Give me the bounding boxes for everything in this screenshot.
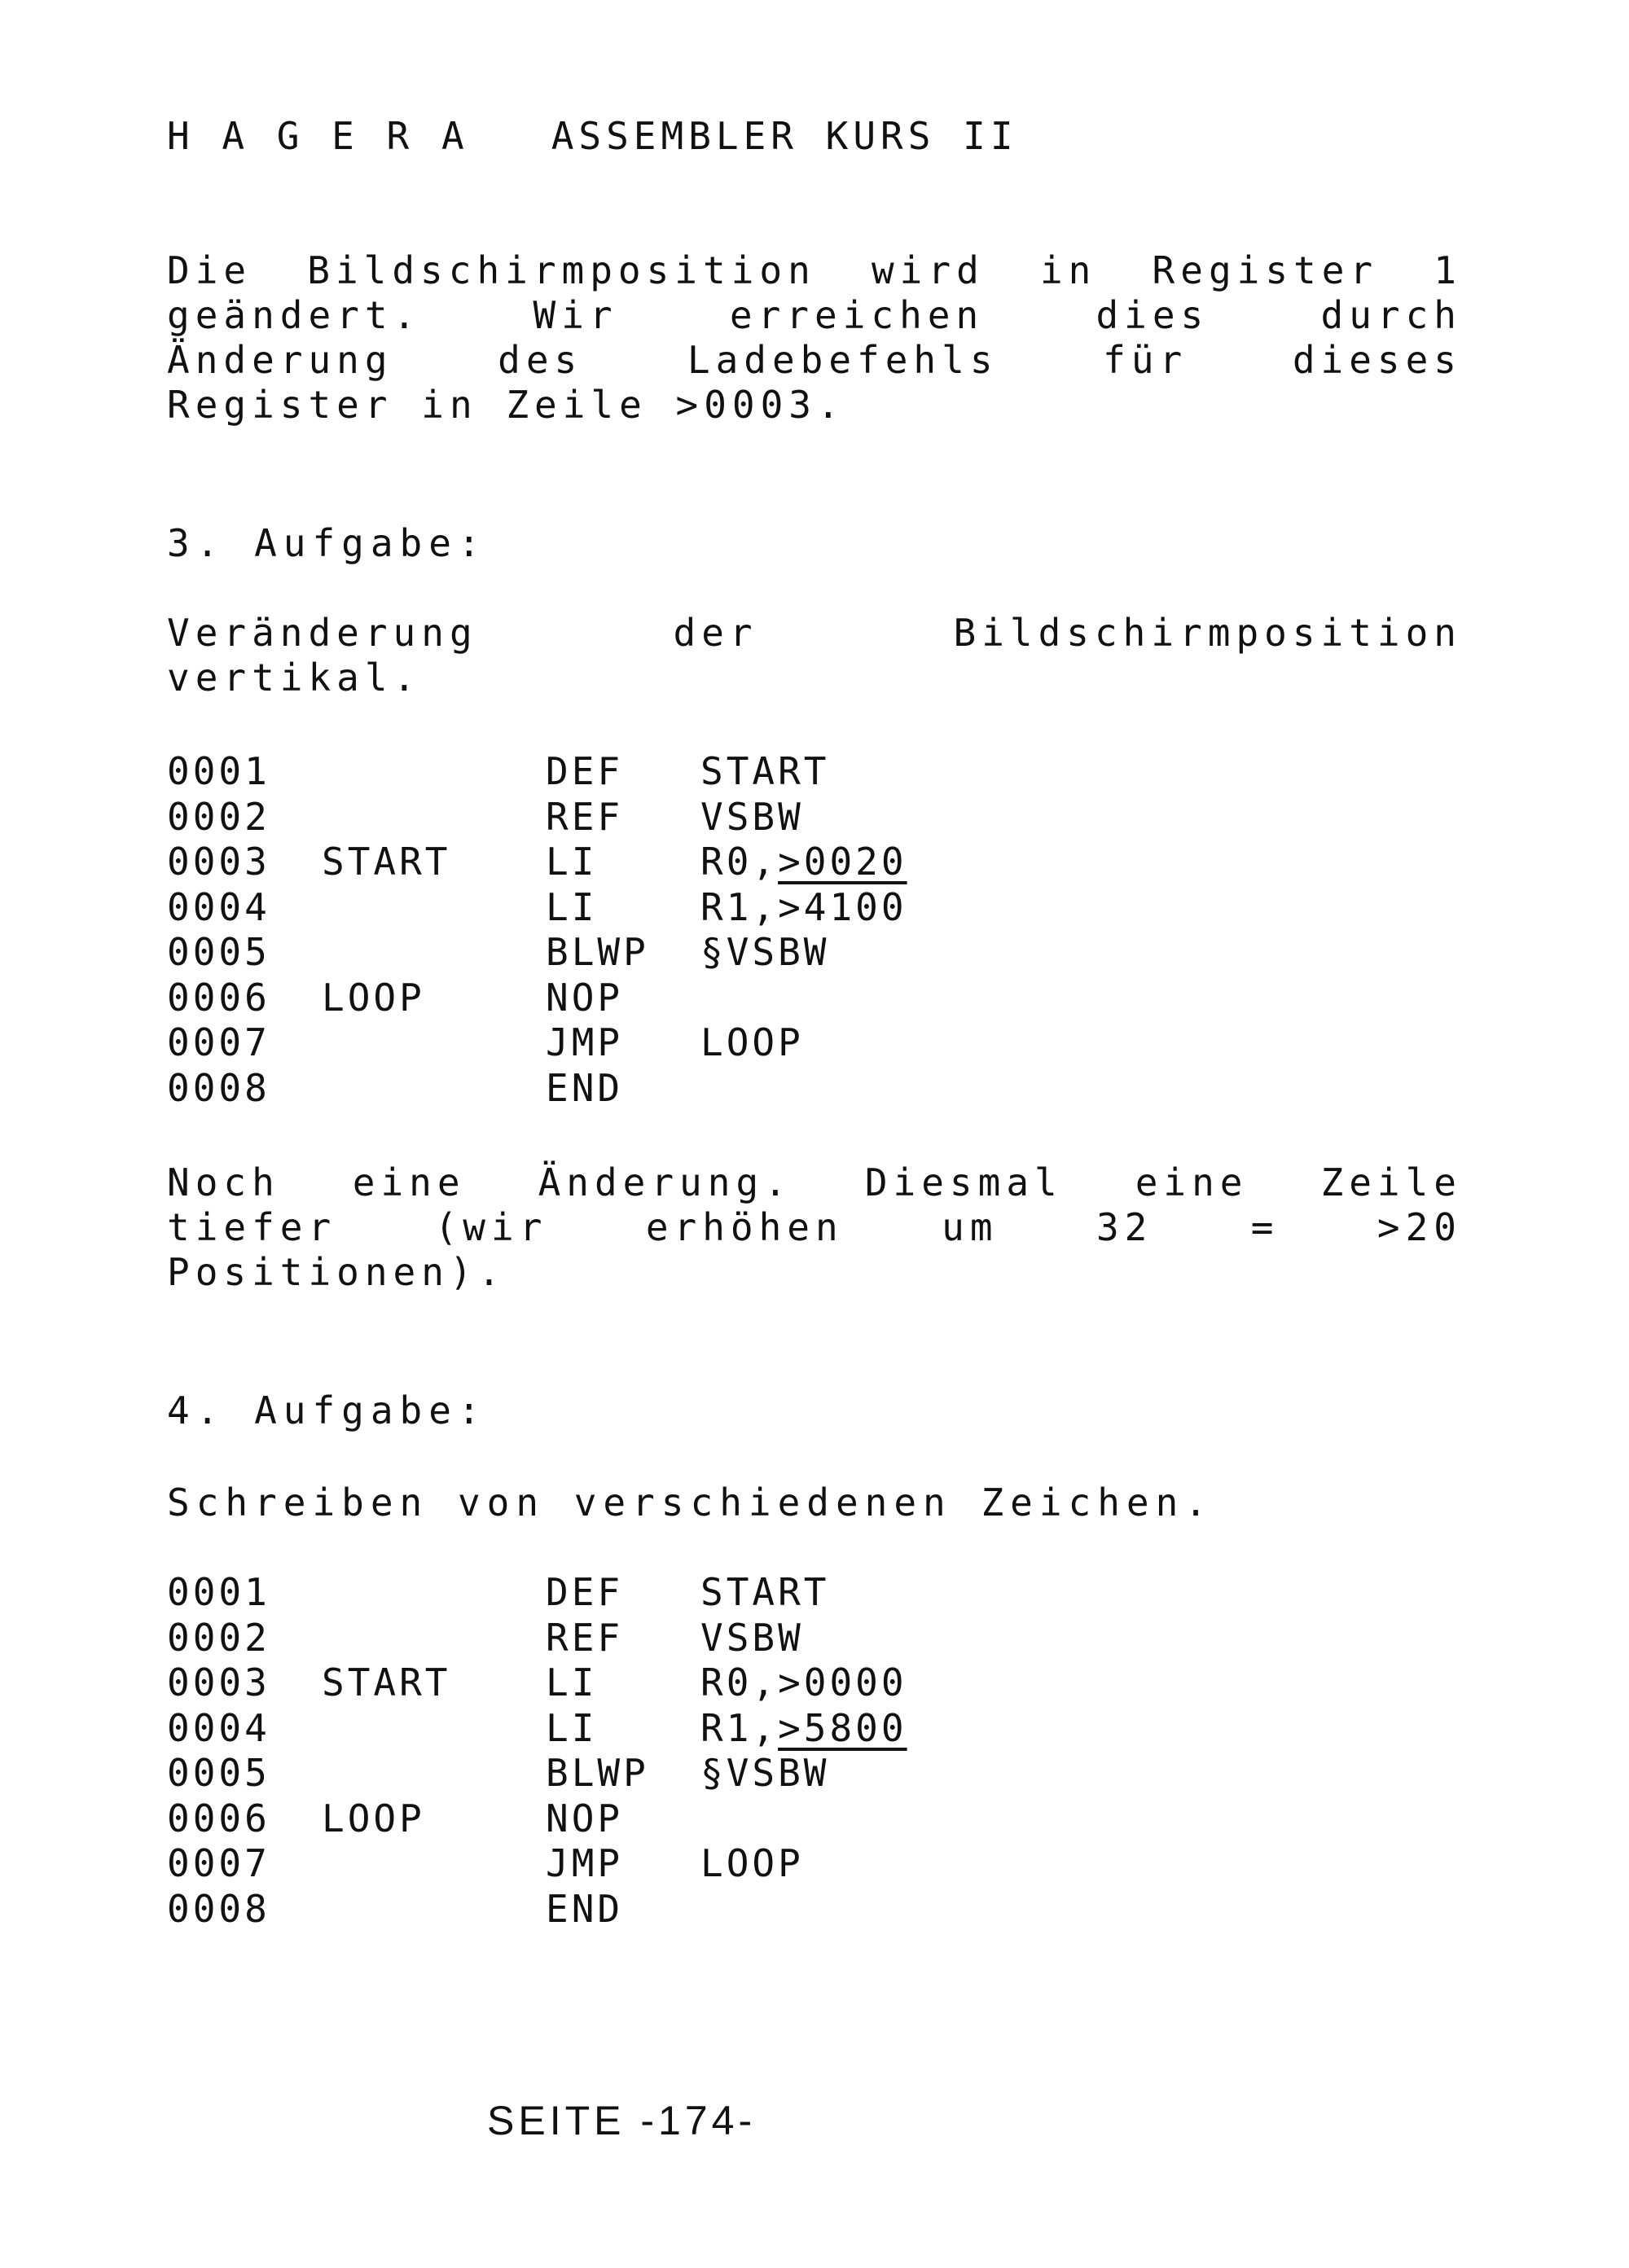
operand-text: R0,>0000: [700, 1660, 907, 1704]
line-number: 0004: [167, 1705, 270, 1750]
task4-heading: 4. Aufgabe:: [167, 1388, 487, 1432]
opcode: END: [546, 1065, 624, 1110]
opcode: LI: [546, 1705, 598, 1750]
underlined-value: >5800: [778, 1705, 907, 1750]
operand-text: R0,: [700, 840, 779, 884]
code-line: [167, 795, 981, 840]
line-number: 0006: [167, 975, 270, 1020]
operand-text: LOOP: [700, 1841, 804, 1885]
operand: [700, 795, 804, 839]
task3-description-line: vertikal.: [167, 656, 422, 700]
line-number: 0003: [167, 1660, 270, 1704]
operand-text: START: [700, 749, 830, 793]
operand-text: VSBW: [700, 1615, 804, 1660]
followup-line: Positionen).: [167, 1250, 507, 1294]
opcode: REF: [546, 794, 624, 839]
intro-line: Register in Zeile >0003.: [167, 383, 845, 427]
code-line: [167, 1841, 981, 1887]
code-line: [167, 1887, 981, 1932]
line-number: 0002: [167, 1615, 270, 1660]
opcode: LI: [546, 1660, 598, 1704]
operand-text: START: [700, 1570, 830, 1614]
code-line: [167, 1020, 981, 1066]
line-number: 0003: [167, 840, 270, 884]
intro-line: Änderung des Ladebefehls für dieses: [167, 338, 1462, 382]
opcode: NOP: [546, 975, 624, 1020]
opcode: BLWP: [546, 930, 649, 974]
line-number: 0008: [167, 1065, 270, 1110]
line-number: 0005: [167, 1751, 270, 1795]
operand-text: R1,>4100: [700, 884, 907, 929]
followup-line: Noch eine Änderung. Diesmal eine Zeile: [167, 1160, 1462, 1204]
operand: [700, 1841, 804, 1885]
opcode: DEF: [546, 749, 624, 793]
task3-code-listing: [167, 749, 981, 1111]
opcode: NOP: [546, 1796, 624, 1840]
code-line: [167, 1660, 981, 1706]
page-number-footer: SEITE -174-: [487, 2098, 757, 2143]
line-number: 0001: [167, 1570, 270, 1614]
operand: [700, 930, 829, 974]
line-number: 0004: [167, 884, 270, 929]
opcode: JMP: [546, 1020, 624, 1064]
operand: [700, 840, 907, 884]
intro-paragraph: [167, 248, 1462, 428]
intro-line: geändert. Wir erreichen dies durch: [167, 293, 1462, 337]
code-label: START: [322, 1660, 451, 1704]
code-line: [167, 1570, 981, 1616]
line-number: 0005: [167, 930, 270, 974]
underlined-value: >0020: [778, 840, 907, 884]
code-line: [167, 930, 981, 976]
code-line: [167, 1066, 981, 1112]
operand-text: VSBW: [700, 794, 804, 839]
code-label: LOOP: [322, 1796, 425, 1840]
task4-description: Schreiben von verschiedenen Zeichen.: [167, 1481, 1214, 1524]
intro-line: Die Bildschirmposition wird in Register 1: [167, 248, 1462, 292]
opcode: REF: [546, 1615, 624, 1660]
operand: [700, 1706, 907, 1750]
code-line: [167, 885, 981, 931]
line-number: 0006: [167, 1796, 270, 1840]
code-line: [167, 1796, 981, 1842]
operand: [700, 1570, 829, 1614]
code-line: [167, 1616, 981, 1661]
code-line: [167, 840, 981, 885]
page-header: H A G E R A ASSEMBLER KURS II: [167, 114, 1018, 158]
line-number: 0002: [167, 794, 270, 839]
task3-followup-paragraph: [167, 1160, 1462, 1295]
opcode: JMP: [546, 1841, 624, 1885]
task3-description-line: Veränderung der Bildschirmposition: [167, 611, 1462, 655]
task4-code-listing: [167, 1570, 981, 1932]
operand-text: LOOP: [700, 1020, 804, 1064]
opcode: END: [546, 1886, 624, 1931]
operand: [700, 885, 907, 929]
line-number: 0007: [167, 1841, 270, 1885]
operand-text: R1,: [700, 1705, 779, 1750]
code-label: LOOP: [322, 975, 425, 1020]
line-number: 0008: [167, 1886, 270, 1931]
line-number: 0007: [167, 1020, 270, 1064]
opcode: BLWP: [546, 1751, 649, 1795]
operand: [700, 1020, 804, 1064]
operand: [700, 1616, 804, 1660]
opcode: LI: [546, 840, 598, 884]
code-label: START: [322, 840, 451, 884]
operand-text: §VSBW: [700, 930, 830, 974]
code-line: [167, 749, 981, 795]
code-line: [167, 976, 981, 1021]
operand: [700, 749, 829, 793]
task3-heading: 3. Aufgabe:: [167, 521, 487, 565]
operand-text: §VSBW: [700, 1751, 830, 1795]
opcode: DEF: [546, 1570, 624, 1614]
task3-description: [167, 611, 1462, 700]
followup-line: tiefer (wir erhöhen um 32 = >20: [167, 1205, 1462, 1249]
code-line: [167, 1706, 981, 1752]
code-line: [167, 1751, 981, 1796]
operand: [700, 1751, 829, 1795]
line-number: 0001: [167, 749, 270, 793]
opcode: LI: [546, 884, 598, 929]
operand: [700, 1660, 907, 1704]
